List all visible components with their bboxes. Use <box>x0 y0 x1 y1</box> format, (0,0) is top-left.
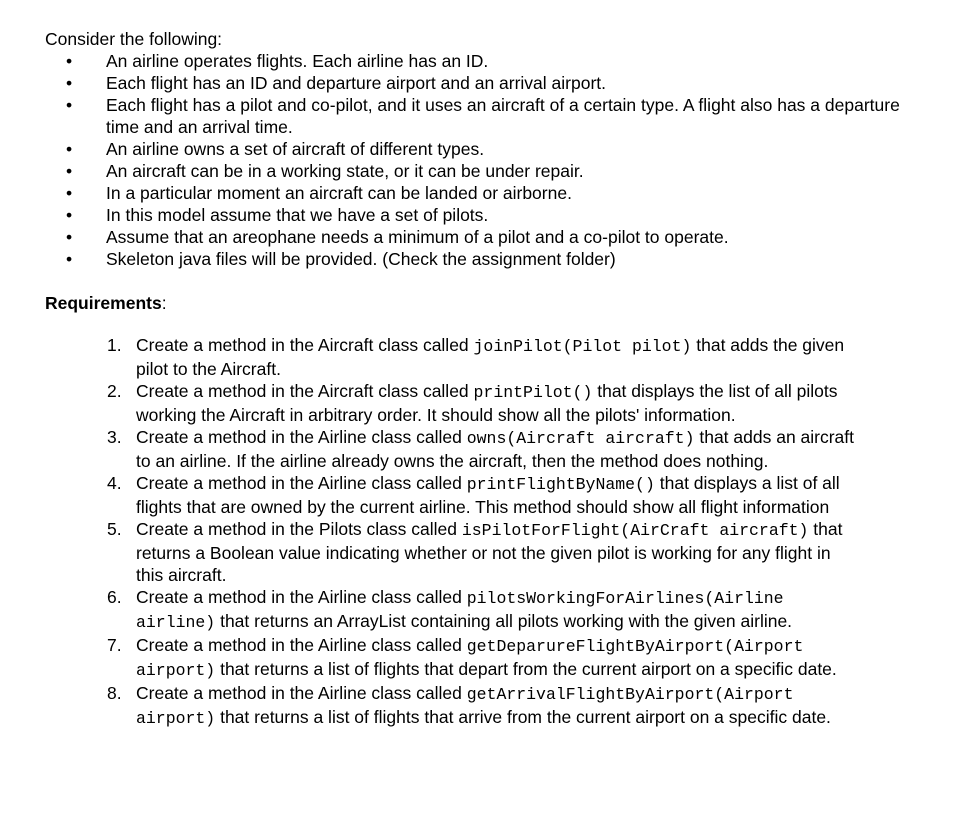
requirement-item: 5. Create a method in the Pilots class called isPilotForFlight(AirCraft aircraft) that returns a Boolean value indicating whether or not the given pilot is working for any flight in this aircraft. <box>107 519 843 585</box>
requirement-number: 7. <box>107 635 122 655</box>
method-signature: printFlightByName() <box>466 475 655 494</box>
intro-text: Consider the following: <box>45 29 223 49</box>
bullet-icon: • <box>66 249 73 269</box>
bullet-icon: • <box>66 205 73 225</box>
requirements-heading: Requirements: <box>45 293 167 313</box>
bullet-icon: • <box>66 139 73 159</box>
requirement-item: 2. Create a method in the Aircraft class called printPilot() that displays the list of all pilots working the Aircraft in arbitrary order. It should show all the pilots' information. <box>107 381 838 425</box>
bullet-item: • An airline operates flights. Each airline has an ID. <box>66 51 489 71</box>
method-signature: owns(Aircraft aircraft) <box>466 429 695 448</box>
requirement-item: 3. Create a method in the Airline class called owns(Aircraft aircraft) that adds an aircraft to an airline. If the airline already owns the aircraft, then the method does nothing. <box>107 427 855 471</box>
method-signature: pilotsWorkingForAirlines(Airline airline) <box>136 589 784 632</box>
bullet-item: • An airline owns a set of aircraft of different types. <box>66 139 485 159</box>
requirement-number: 1. <box>107 335 122 355</box>
bullet-icon: • <box>66 51 73 71</box>
bullet-icon: • <box>66 161 73 181</box>
bullet-item: • Each flight has a pilot and co-pilot, and it uses an aircraft of a certain type. A flight also has a departure time and an arrival time. <box>66 95 900 137</box>
requirement-number: 6. <box>107 587 122 607</box>
bullet-item: • In this model assume that we have a set of pilots. <box>66 205 489 225</box>
method-signature: getArrivalFlightByAirport(Airport airport) <box>136 685 794 728</box>
requirement-number: 3. <box>107 427 122 447</box>
bullet-icon: • <box>66 95 73 115</box>
requirement-number: 5. <box>107 519 122 539</box>
requirement-item: 4. Create a method in the Airline class called printFlightByName() that displays a list of all flights that are owned by the current airline. This method should show all flight information <box>107 473 840 517</box>
bullet-icon: • <box>66 73 73 93</box>
method-signature: getDeparureFlightByAirport(Airport airport) <box>136 637 804 680</box>
bullet-icon: • <box>66 227 73 247</box>
requirement-item: 6. Create a method in the Airline class called pilotsWorkingForAirlines(Airline airline) that returns an ArrayList containing all pilots working with the given airline. <box>107 587 793 632</box>
requirement-item: 7. Create a method in the Airline class called getDeparureFlightByAirport(Airport airport) that returns a list of flights that depart from the current airport on a specific date. <box>107 635 837 680</box>
bullet-item: • Each flight has an ID and departure airport and an arrival airport. <box>66 73 607 93</box>
method-signature: joinPilot(Pilot pilot) <box>473 337 692 356</box>
requirement-number: 2. <box>107 381 122 401</box>
requirements-list <box>45 334 856 730</box>
bullet-item: • An aircraft can be in a working state, or it can be under repair. <box>66 161 584 181</box>
bullet-item: • In a particular moment an aircraft can be landed or airborne. <box>66 183 572 203</box>
requirement-item: 1. Create a method in the Aircraft class called joinPilot(Pilot pilot) that adds the given pilot to the Aircraft. <box>107 335 845 379</box>
bullet-icon: • <box>66 183 73 203</box>
bullet-item: • Assume that an areophane needs a minimum of a pilot and a co-pilot to operate. <box>66 227 729 247</box>
requirement-number: 4. <box>107 473 122 493</box>
requirement-number: 8. <box>107 683 122 703</box>
method-signature: isPilotForFlight(AirCraft aircraft) <box>461 521 809 540</box>
bullet-item: • Skeleton java files will be provided. (Check the assignment folder) <box>66 249 616 269</box>
requirement-item: 8. Create a method in the Airline class called getArrivalFlightByAirport(Airport airport) that returns a list of flights that arrive from the current airport on a specific date. <box>107 683 831 728</box>
method-signature: printPilot() <box>473 383 593 402</box>
considerations-list <box>45 50 905 270</box>
assignment-document <box>45 28 905 730</box>
